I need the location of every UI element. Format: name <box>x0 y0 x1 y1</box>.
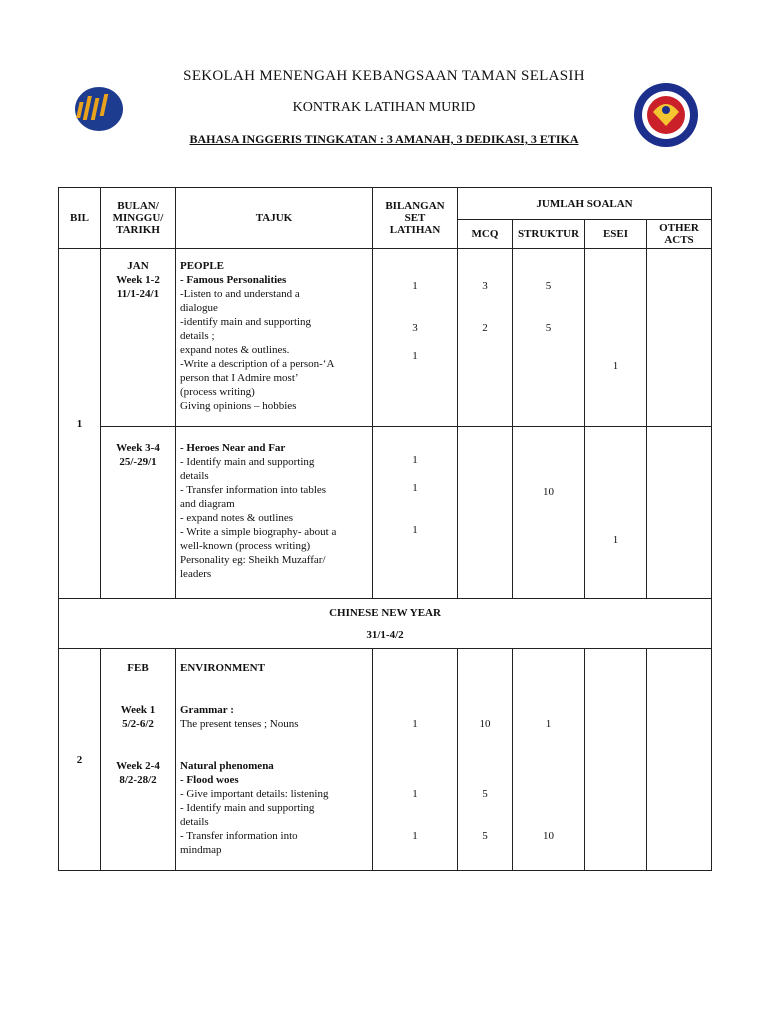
esei-cell: 1 <box>585 249 647 427</box>
header-bulan: BULAN/ MINGGU/ TARIKH <box>101 188 176 249</box>
holiday-row <box>59 599 712 649</box>
header-other-acts: OTHER ACTS <box>647 220 712 249</box>
table-row <box>59 427 712 599</box>
exercise-contract-table <box>58 187 712 871</box>
other-acts-cell <box>647 427 712 599</box>
header-struktur: STRUKTUR <box>513 220 585 249</box>
school-name: SEKOLAH MENENGAH KEBANGSAAN TAMAN SELASIH <box>183 68 585 84</box>
struktur-cell: 5 5 <box>513 249 585 427</box>
date-cell: Week 3-4 25/-29/1 <box>101 427 176 599</box>
row-number: 1 <box>59 249 101 599</box>
header-bilangan: BILANGAN SET LATIHAN <box>373 188 458 249</box>
mcq-cell: 10 5 5 <box>458 649 513 871</box>
header-bil: BIL <box>59 188 101 249</box>
document-title: KONTRAK LATIHAN MURID <box>292 100 476 115</box>
date-cell: JAN Week 1-2 11/1-24/1 <box>101 249 176 427</box>
struktur-cell: 1 10 <box>513 649 585 871</box>
set-count-cell: 1 3 1 <box>373 249 458 427</box>
other-acts-cell <box>647 249 712 427</box>
other-acts-cell <box>647 649 712 871</box>
holiday-date: 31/1-4/2 <box>366 628 404 641</box>
set-count-cell: 1 1 1 <box>373 427 458 599</box>
school-crest-icon <box>633 82 699 148</box>
topic-cell: ENVIRONMENT Grammar : The present tenses ; Nouns Natural phenomena - Flood woes - Give important details: listening - Identify main and supporting details - Transfer information into mindmap <box>176 649 373 871</box>
esei-cell: 1 <box>585 427 647 599</box>
esei-cell <box>585 649 647 871</box>
ministry-logo-icon <box>74 86 124 132</box>
holiday-name: CHINESE NEW YEAR <box>329 606 441 619</box>
mcq-cell: 3 2 <box>458 249 513 427</box>
topic-cell: PEOPLE - Famous Personalities -Listen to and understand a dialogue -identify main and supporting details ; expand notes & outlines. -Write a description of a person-‘A person that I Admire most’ (process writing) Giving opinions – hobbies <box>176 249 373 427</box>
mcq-cell <box>458 427 513 599</box>
header-jumlah-soalan: JUMLAH SOALAN <box>458 188 712 220</box>
struktur-cell: 10 <box>513 427 585 599</box>
header-esei: ESEI <box>585 220 647 249</box>
date-cell: FEB Week 1 5/2-6/2 Week 2-4 8/2-28/2 <box>101 649 176 871</box>
table-row <box>59 649 712 871</box>
row-number: 2 <box>59 649 101 871</box>
header-mcq: MCQ <box>458 220 513 249</box>
header-tajuk: TAJUK <box>176 188 373 249</box>
set-count-cell: 1 1 1 <box>373 649 458 871</box>
subject-line: BAHASA INGGERIS TINGKATAN : 3 AMANAH, 3 DEDIKASI, 3 ETIKA <box>189 132 579 146</box>
topic-cell: - Heroes Near and Far - Identify main and supporting details - Transfer information into tables and diagram - expand notes & outlines - Write a simple biography- about a well-known (process writing) Personality eg: Sheikh Muzaffar/ leaders <box>176 427 373 599</box>
table-row <box>59 249 712 427</box>
